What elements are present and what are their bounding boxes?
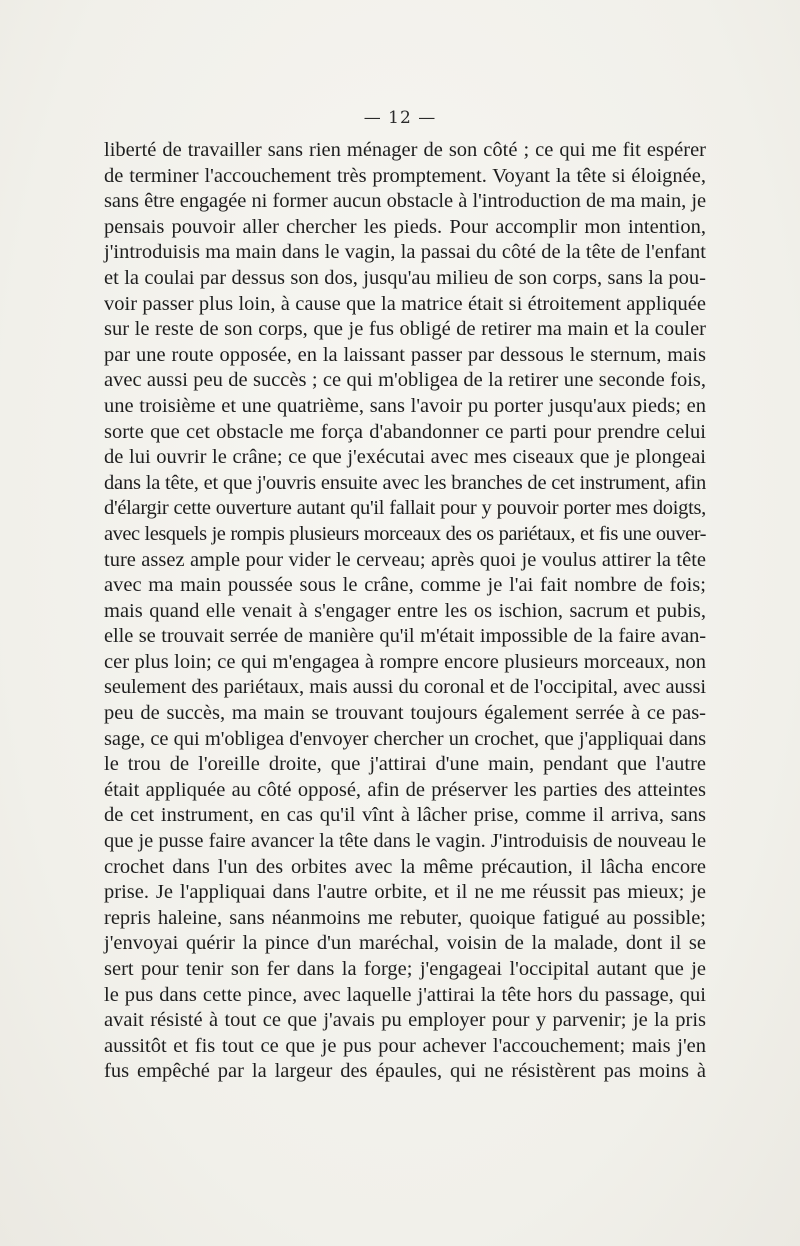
- text-line: j'envoyai quérir la pince d'un maréchal, voisin de la malade, dont il se: [104, 932, 706, 955]
- page-number: — 12 —: [363, 108, 437, 128]
- text-line: le pus dans cette pince, avec laquelle j'attirai la tête hors du passage, qui: [104, 983, 706, 1006]
- text-line: crochet dans l'un des orbites avec la même précaution, il lâcha encore: [104, 855, 706, 878]
- text-line: avec lesquels je rompis plusieurs morceaux des os pariétaux, et fis une ouver-: [104, 522, 706, 545]
- text-line: prise. Je l'appliquai dans l'autre orbite, et il ne me réussit pas mieux; je: [104, 881, 706, 904]
- text-line: sorte que cet obstacle me força d'abandonner ce parti pour prendre celui: [104, 420, 706, 443]
- text-line: dans la tête, et que j'ouvris ensuite avec les branches de cet instrument, afin: [104, 471, 707, 494]
- text-line: j'introduisis ma main dans le vagin, la passai du côté de la tête de l'enfant: [104, 241, 706, 264]
- text-line: de terminer l'accouchement très promptement. Voyant la tête si éloignée,: [104, 164, 706, 187]
- text-line: d'élargir cette ouverture autant qu'il fallait pour y pouvoir porter mes doigts,: [104, 497, 706, 520]
- text-line: peu de succès, ma main se trouvant toujours également serrée à ce pas-: [104, 702, 706, 725]
- text-line: par une route opposée, en la laissant passer par dessous le sternum, mais: [104, 343, 706, 366]
- text-line: et la coulai par dessus son dos, jusqu'au milieu de son corps, sans la pou-: [104, 266, 706, 289]
- text-line: pensais pouvoir aller chercher les pieds. Pour accomplir mon intention,: [104, 215, 706, 238]
- text-line: avec aussi peu de succès ; ce qui m'obligea de la retirer une seconde fois,: [104, 369, 706, 392]
- text-line: seulement des pariétaux, mais aussi du coronal et de l'occipital, avec aussi: [104, 676, 706, 699]
- text-line: liberté de travailler sans rien ménager de son côté ; ce qui me fit espérer: [104, 139, 706, 161]
- text-line: sage, ce qui m'obligea d'envoyer chercher un crochet, que j'appliquai dans: [104, 727, 706, 750]
- text-line: aussitôt et fis tout ce que je pus pour achever l'accouchement; mais j'en: [104, 1034, 706, 1057]
- text-line: était appliquée au côté opposé, afin de préserver les parties des atteintes: [104, 778, 706, 801]
- text-line: avec ma main poussée sous le crâne, comme je l'ai fait nombre de fois;: [104, 574, 706, 597]
- text-line: mais quand elle venait à s'engager entre les os ischion, sacrum et pubis,: [104, 599, 706, 622]
- body-text: [104, 138, 706, 1085]
- text-line: elle se trouvait serrée de manière qu'il m'était impossible de la faire avan-: [104, 625, 706, 648]
- text-line: cer plus loin; ce qui m'engagea à rompre encore plusieurs morceaux, non: [104, 650, 706, 673]
- text-line: sert pour tenir son fer dans la forge; j'engageai l'occipital autant que je: [104, 958, 706, 980]
- text-line: une troisième et une quatrième, sans l'avoir pu porter jusqu'aux pieds; en: [104, 394, 706, 417]
- text-line: le trou de l'oreille droite, que j'attirai d'une main, pendant que l'autre: [104, 753, 706, 776]
- text-line: de lui ouvrir le crâne; ce que j'exécutai avec mes ciseaux que je plongeai: [104, 446, 706, 469]
- text-line: avait résisté à tout ce que j'avais pu employer pour y parvenir; je la pris: [104, 1009, 706, 1032]
- text-line: repris haleine, sans néanmoins me rebuter, quoique fatigué au possible;: [104, 906, 706, 929]
- text-line: de cet instrument, en cas qu'il vînt à lâcher prise, comme il arriva, sans: [104, 804, 706, 827]
- text-line: fus empêché par la largeur des épaules, qui ne résistèrent pas moins à: [104, 1060, 706, 1083]
- text-line: sans être engagée ni former aucun obstacle à l'introduction de ma main, je: [104, 190, 706, 213]
- text-line: ture assez ample pour vider le cerveau; après quoi je voulus attirer la tête: [104, 548, 706, 571]
- text-line: que je pusse faire avancer la tête dans le vagin. J'introduisis de nouveau le: [104, 830, 706, 853]
- text-line: sur le reste de son corps, que je fus obligé de retirer ma main et la couler: [104, 318, 706, 341]
- text-line: voir passer plus loin, à cause que la matrice était si étroitement appliquée: [104, 292, 706, 315]
